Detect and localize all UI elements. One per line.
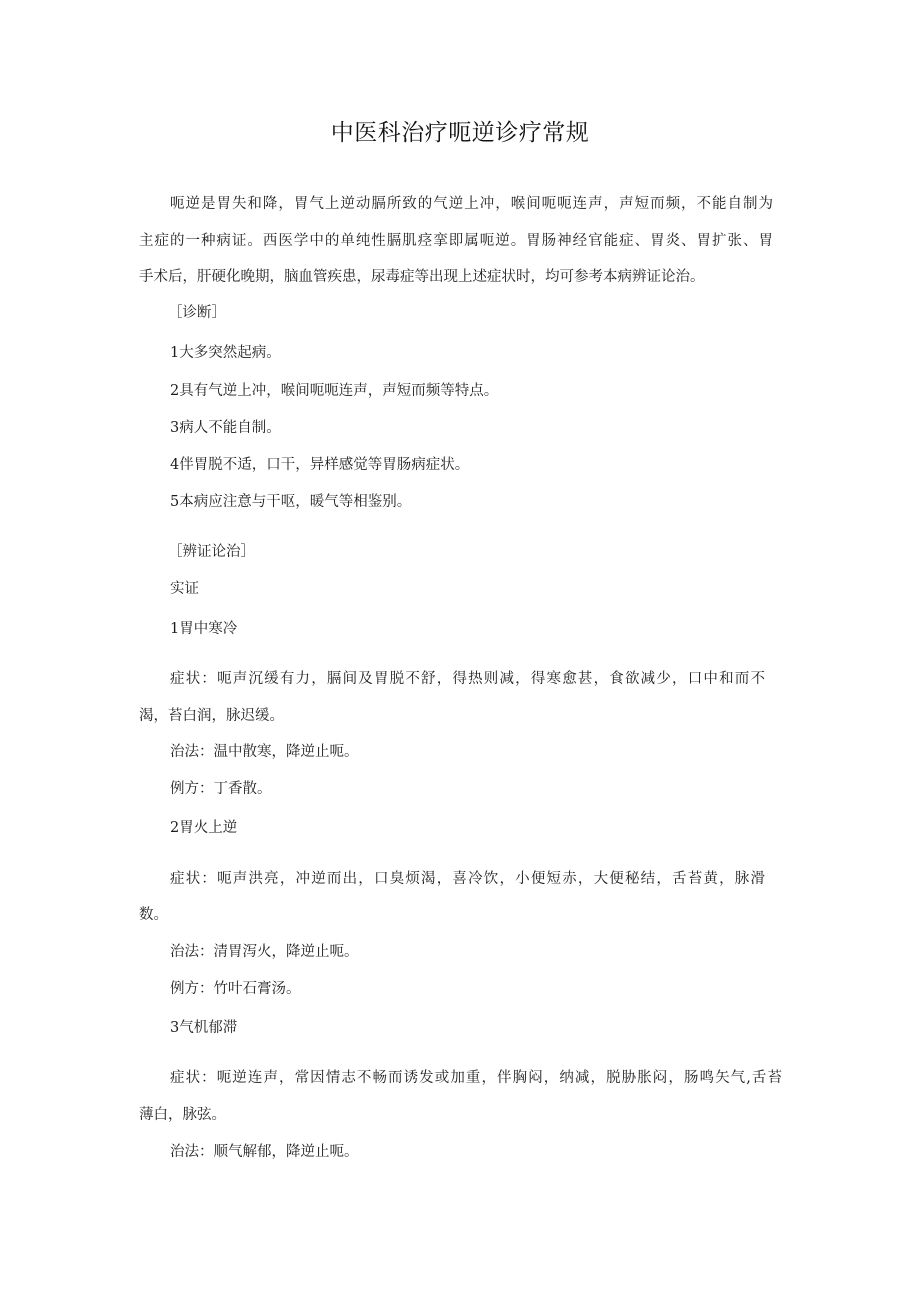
type1-method: 治法：温中散寒，降逆止呃。 xyxy=(170,744,359,760)
type2-symptom-line-1: 症状：呃声洪亮，冲逆而出，口臭烦渴，喜冷饮，小便短赤，大便秘结，舌苔黄，脉滑 xyxy=(170,871,765,887)
diagnosis-item-3: 3病人不能自制。 xyxy=(170,420,281,436)
treatment-heading: ［辨证论治］ xyxy=(168,544,255,560)
intro-line-3: 手术后，肝硬化晚期，脑血管疾患，尿毒症等出现上述症状时，均可参考本病辨证论治。 xyxy=(139,269,705,285)
type3-name: 3气机郁滞 xyxy=(170,1020,238,1036)
type3-symptom-line-2: 薄白，脉弦。 xyxy=(139,1107,226,1123)
type2-name: 2胃火上逆 xyxy=(170,820,238,836)
diagnosis-item-4: 4伴胃脱不适，口干，异样感觉等胃肠病症状。 xyxy=(170,457,470,473)
type1-symptom-line-1: 症状：呃声沉缓有力，膈间及胃脱不舒，得热则减，得寒愈甚，食欲减少，口中和而不 xyxy=(170,671,765,687)
diagnosis-item-5: 5本病应注意与干呕，暖气等相鉴别。 xyxy=(170,494,412,510)
intro-line-1: 呃逆是胃失和降，胃气上逆动膈所致的气逆上冲，喉间呃呃连声，声短而频，不能自制为 xyxy=(170,196,773,212)
document-title: 中医科治疗呃逆诊疗常规 xyxy=(330,120,590,146)
diagnosis-item-2: 2具有气逆上冲，喉间呃呃连声，声短而频等特点。 xyxy=(170,383,499,399)
type3-method: 治法：顺气解郁，降逆止呃。 xyxy=(170,1144,359,1160)
diagnosis-heading: ［诊断］ xyxy=(168,305,226,321)
shizheng-label: 实证 xyxy=(170,581,199,597)
type2-formula: 例方：竹叶石膏汤。 xyxy=(170,981,301,997)
type2-symptom-line-2: 数。 xyxy=(139,907,168,923)
type1-symptom-line-2: 渴，苔白润，脉迟缓。 xyxy=(139,708,284,724)
diagnosis-item-1: 1大多突然起病。 xyxy=(170,345,281,361)
intro-line-2: 主症的一种病证。西医学中的单纯性膈肌痉挛即属呃逆。胃肠神经官能症、胃炎、胃扩张、胃 xyxy=(139,233,773,249)
type1-formula: 例方：丁香散。 xyxy=(170,781,272,797)
type3-symptom-line-1: 症状：呃逆连声，常因情志不畅而诱发或加重，伴胸闷，纳减，脱胁胀闷，肠鸣矢气,舌苔 xyxy=(170,1070,782,1086)
type1-name: 1胃中寒冷 xyxy=(170,621,238,637)
type2-method: 治法：清胃泻火，降逆止呃。 xyxy=(170,944,359,960)
